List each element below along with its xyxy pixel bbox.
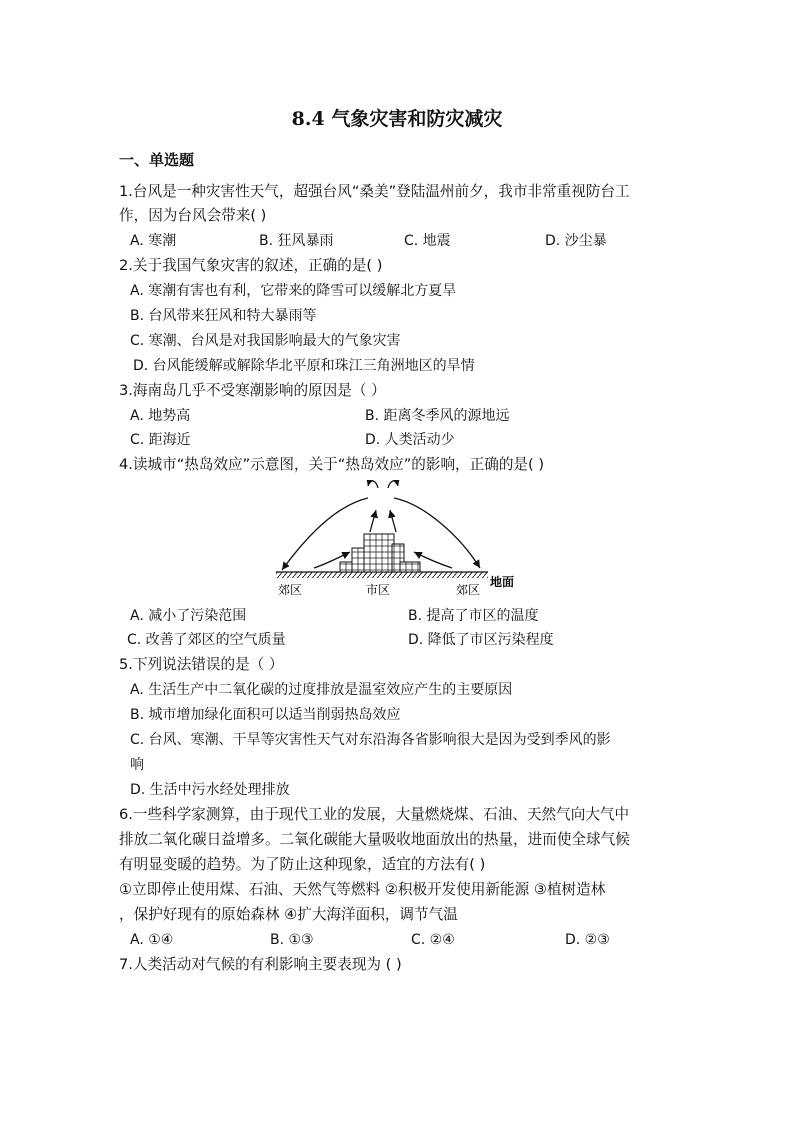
question-3-option-a: A. 地势高 bbox=[130, 408, 191, 424]
question-2-stem: 2.关于我国气象灾害的叙述，正确的是( ) bbox=[119, 257, 383, 274]
diagram-label-ground: 地面 bbox=[490, 575, 515, 589]
question-1-option-a: A. 寒潮 bbox=[130, 233, 177, 249]
question-5-stem: 5.下列说法错误的是（ ） bbox=[119, 656, 284, 673]
question-6-items-line-1: ①立即停止使用煤、石油、天然气等燃料 ②积极开发使用新能源 ③植树造林 bbox=[119, 881, 606, 898]
question-4-option-c: C. 改善了郊区的空气质量 bbox=[127, 632, 286, 648]
question-1-stem-line-2: 作，因为台风会带来( ) bbox=[119, 207, 267, 224]
diagram-label-left-suburb: 郊区 bbox=[278, 583, 303, 597]
question-4-option-b: B. 提高了市区的温度 bbox=[408, 608, 539, 624]
heat-island-diagram bbox=[274, 480, 524, 598]
question-4-stem: 4.读城市“热岛效应”示意图，关于“热岛效应”的影响，正确的是( ) bbox=[119, 456, 545, 473]
question-6-stem-line-1: 6.一些科学家测算，由于现代工业的发展，大量燃烧煤、石油、天然气向大气中 bbox=[119, 806, 630, 823]
question-6-stem-line-3: 有明显变暖的趋势。为了防止这种现象，适宜的方法有( ) bbox=[119, 856, 486, 873]
question-5-option-a: A. 生活生产中二氧化碳的过度排放是温室效应产生的主要原因 bbox=[130, 682, 513, 698]
question-1-option-b: B. 狂风暴雨 bbox=[259, 233, 334, 249]
diagram-label-right-suburb: 郊区 bbox=[456, 583, 481, 597]
section-heading: 一、单选题 bbox=[119, 151, 195, 169]
question-7-stem: 7.人类活动对气候的有利影响主要表现为 ( ) bbox=[119, 956, 402, 973]
city-buildings bbox=[340, 534, 420, 572]
question-3-stem: 3.海南岛几乎不受寒潮影响的原因是（ ） bbox=[119, 382, 386, 399]
question-2-option-c: C. 寒潮、台风是对我国影响最大的气象灾害 bbox=[130, 333, 401, 349]
diagram-label-city: 市区 bbox=[366, 583, 391, 597]
question-2-option-b: B. 台风带来狂风和特大暴雨等 bbox=[130, 308, 317, 324]
question-6-option-c: C. ②④ bbox=[411, 932, 455, 948]
question-6-option-d: D. ②③ bbox=[565, 932, 610, 948]
question-6-items-line-2: ，保护好现有的原始森林 ④扩大海洋面积，调节气温 bbox=[119, 906, 458, 923]
ground-hatching bbox=[276, 572, 488, 578]
question-4-option-a: A. 减小了污染范围 bbox=[130, 608, 247, 624]
question-5-option-b: B. 城市增加绿化面积可以适当削弱热岛效应 bbox=[130, 707, 401, 723]
question-6-stem-line-2: 排放二氧化碳日益增多。二氧化碳能大量吸收地面放出的热量，进而使全球气候 bbox=[119, 831, 630, 848]
question-6-option-a: A. ①④ bbox=[130, 932, 174, 948]
question-4-option-d: D. 降低了市区污染程度 bbox=[408, 632, 554, 648]
question-6-option-b: B. ①③ bbox=[270, 932, 314, 948]
question-3-option-b: B. 距离冬季风的源地远 bbox=[365, 408, 510, 424]
question-2-option-a: A. 寒潮有害也有利，它带来的降雪可以缓解北方夏旱 bbox=[130, 283, 457, 299]
question-5-option-d: D. 生活中污水经处理排放 bbox=[130, 782, 290, 798]
question-5-option-c: C. 台风、寒潮、干旱等灾害性天气对东沿海各省影响很大是因为受到季风的影 bbox=[130, 732, 611, 748]
question-3-option-d: D. 人类活动少 bbox=[365, 432, 455, 448]
page-title: 8.4 气象灾害和防灾减灾 bbox=[291, 108, 503, 130]
question-1-option-d: D. 沙尘暴 bbox=[545, 233, 607, 249]
question-3-option-c: C. 距海近 bbox=[130, 432, 191, 448]
question-1-stem-line-1: 1.台风是一种灾害性天气，超强台风“桑美”登陆温州前夕，我市非常重视防台工 bbox=[119, 183, 630, 200]
question-1-option-c: C. 地震 bbox=[404, 233, 451, 249]
question-5-option-c-continued: 响 bbox=[130, 757, 144, 773]
question-2-option-d: D. 台风能缓解或解除华北平原和珠江三角洲地区的旱情 bbox=[133, 358, 475, 374]
